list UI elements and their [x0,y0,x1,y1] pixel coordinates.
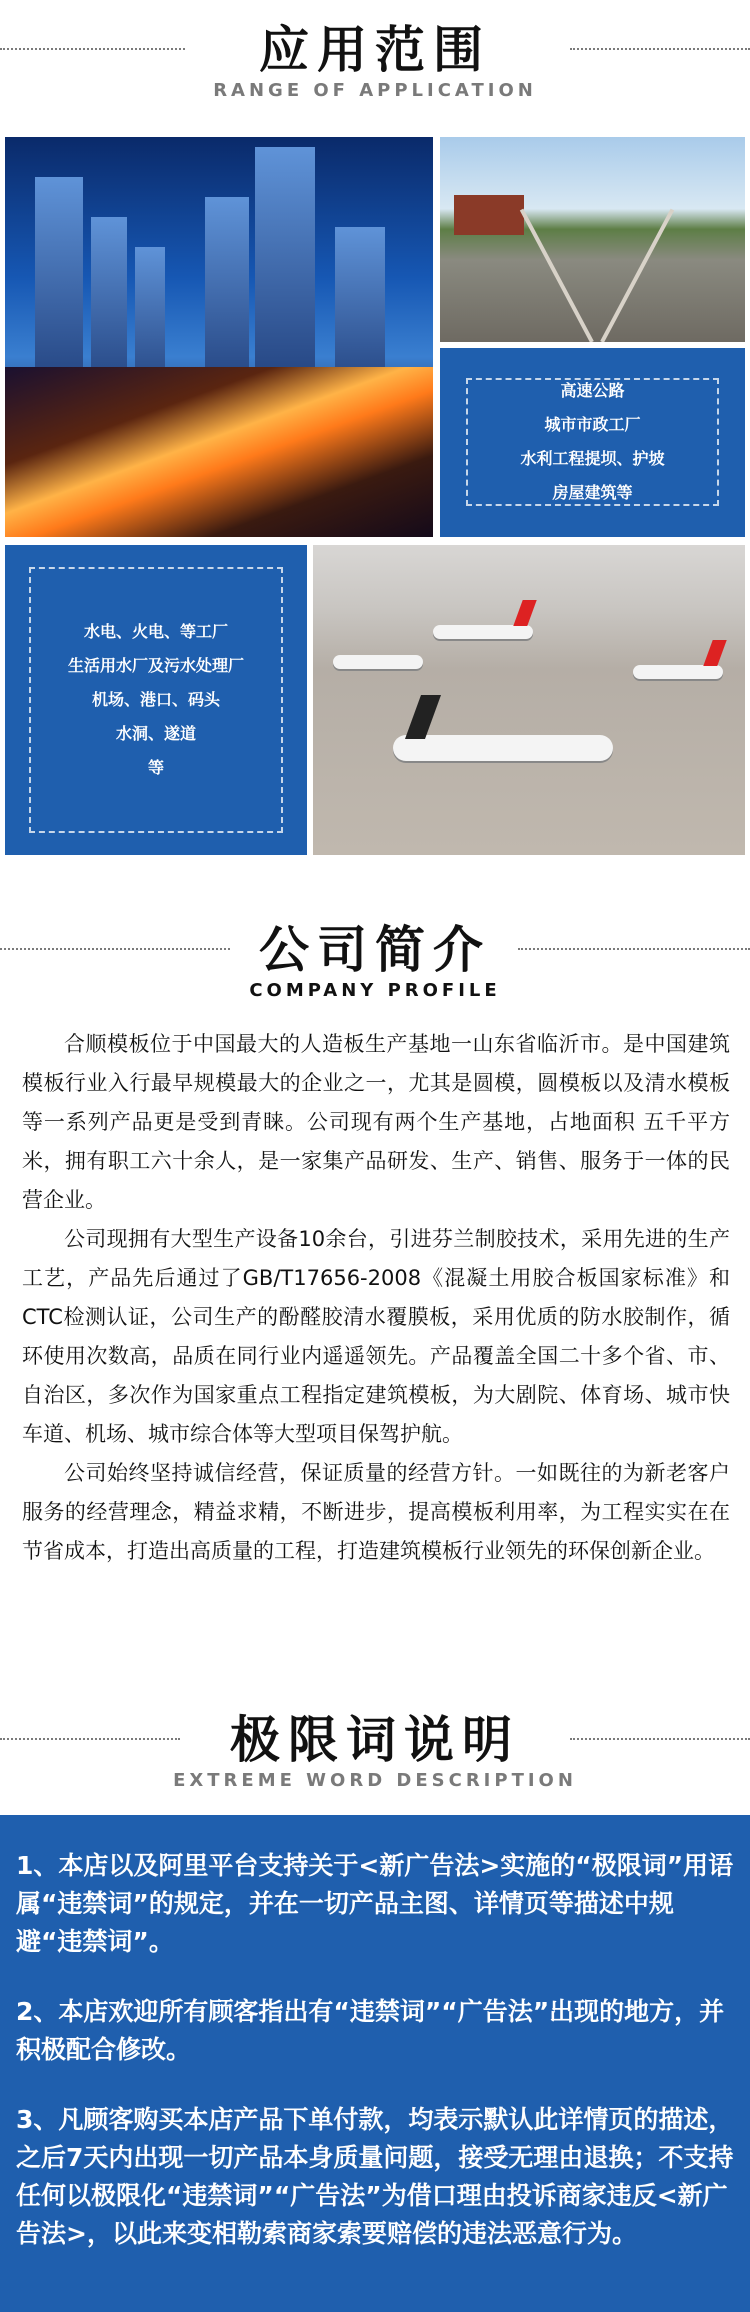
usage-item: 高速公路 [560,381,625,400]
usage-item: 机场、港口、码头 [91,690,220,709]
application-header [0,0,750,110]
divider-right [570,48,750,50]
city-night-photo [5,137,433,537]
usage-item: 等 [147,758,164,777]
usage-item: 水电、火电、等工厂 [83,622,228,641]
company-description [22,1025,730,1571]
highway-usage-box [440,348,745,537]
company-paragraph: 公司始终坚持诚信经营，保证质量的经营方针。一如既往的为新老客户服务的经营理念，精益求精，不断进步，提高模板利用率，为工程实实在在节省成本，打造出高质量的工程，打造建筑模板行业领先的环保创新企业。 [22,1461,730,1563]
application-title: 应用范围 [259,21,491,79]
company-title: 公司简介 [259,921,491,979]
notice-item: 3、凡顾客购买本店产品下单付款，均表示默认此详情页的描述，之后7天内出现一切产品本身质量问题，接受无理由退换；不支持任何以极限化“违禁词”“广告法”为借口理由投诉商家违反<新广告法>，以此来变相勒索商家索要赔偿的违法恶意行为。 [16,2105,734,2248]
usage-item: 水利工程提坝、护坡 [520,449,665,468]
highway-usage-list [466,378,719,506]
railway-photo [440,137,745,342]
extreme-word-notice [0,1815,750,2312]
company-paragraph: 公司现拥有大型生产设备10余台，引进芬兰制胶技术，采用先进的生产工艺，产品先后通过了GB/T17656-2008《混凝土用胶合板国家标准》和CTC检测认证，公司生产的酚醛胶清水覆膜板，采用优质的防水胶制作，循环使用次数高，品质在同行业内遥遥领先。产品覆盖全国二十多个省、市、自治区，多次作为国家重点工程指定建筑模板，为大剧院、体育场、城市快车道、机场、城市综合体等大型项目保驾护航。 [22,1227,730,1446]
usage-item: 水洞、遂道 [115,724,196,743]
divider-right [518,948,750,950]
company-paragraph: 合顺模板位于中国最大的人造板生产基地一山东省临沂市。是中国建筑模板行业入行最早规模最大的企业之一，尤其是圆模，圆模板以及清水模板等一系列产品更是受到青睐。公司现有两个生产基地，占地面积 五千平方米，拥有职工六十余人，是一家集产品研发、生产、销售、服务于一体的民营企业。 [22,1032,730,1212]
notice-item: 1、本店以及阿里平台支持关于<新广告法>实施的“极限词”用语属“违禁词”的规定，并在一切产品主图、详情页等描述中规避“违禁词”。 [16,1851,734,1956]
usage-item: 房屋建筑等 [552,483,633,502]
water-usage-box [5,545,307,855]
divider-right [570,1738,750,1740]
extreme-word-title: 极限词说明 [230,1711,520,1769]
usage-item: 生活用水厂及污水处理厂 [67,656,244,675]
company-header [0,900,750,1010]
water-usage-list [29,567,283,833]
notice-item: 2、本店欢迎所有顾客指出有“违禁词”“广告法”出现的地方，并积极配合修改。 [16,1997,725,2064]
extreme-word-header [0,1690,750,1800]
airport-photo [313,545,745,855]
extreme-word-subtitle: EXTREME WORD DESCRIPTION [173,1770,577,1791]
usage-item: 城市市政工厂 [544,415,641,434]
company-subtitle: COMPANY PROFILE [249,980,501,1001]
application-subtitle: RANGE OF APPLICATION [213,80,537,101]
